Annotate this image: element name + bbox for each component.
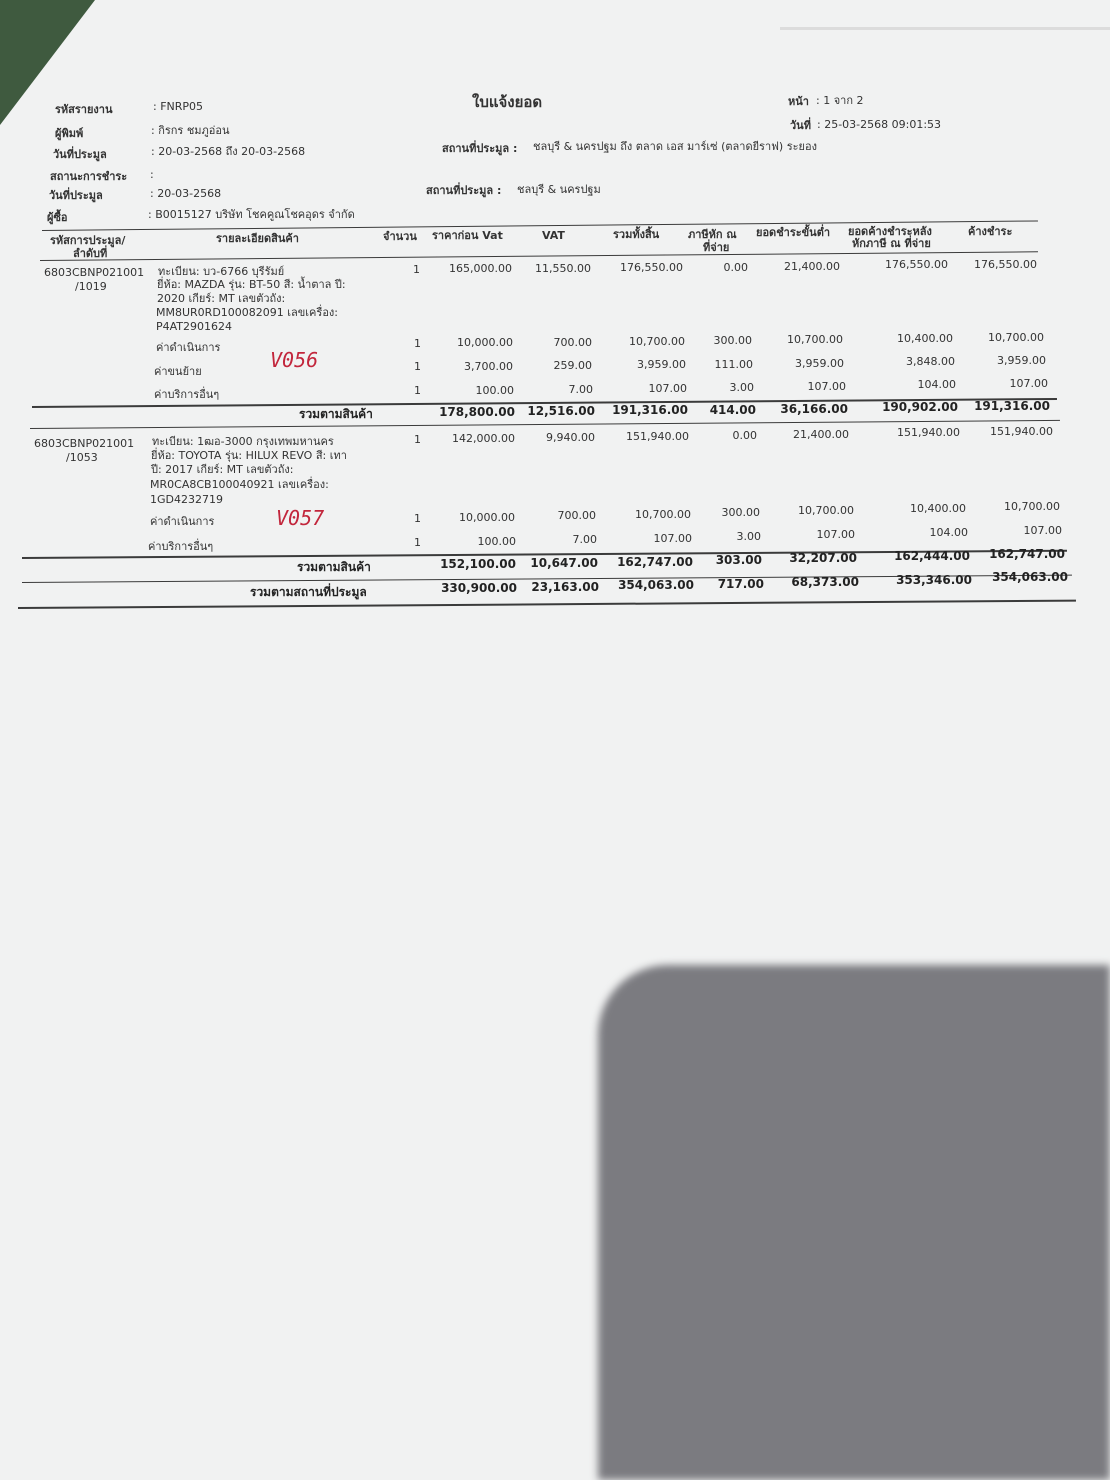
cell-minpay: 21,400.00 xyxy=(784,260,840,273)
item-desc: MR0CA8CB100040921 เลขเครื่อง: xyxy=(150,478,329,491)
cell-total: 191,316.00 xyxy=(612,403,688,417)
cell-vat: 9,940.00 xyxy=(546,431,595,444)
item-desc: ยี่ห้อ: MAZDA รุ่น: BT-50 สี: น้ำตาล ปี: xyxy=(157,278,346,291)
cell-total: 151,940.00 xyxy=(626,430,689,443)
grand-total-vat: 23,163.00 xyxy=(531,580,599,594)
fee-name: ค่าบริการอื่นๆ xyxy=(154,388,220,401)
col-total: รวมทั้งสิ้น xyxy=(613,228,660,241)
grand-total-wht: 717.00 xyxy=(717,577,764,591)
item-desc: P4AT2901624 xyxy=(156,320,233,333)
cell-minpay: 107.00 xyxy=(807,380,846,393)
handwritten-note: V056 xyxy=(270,348,319,372)
cell-wht: 3.00 xyxy=(736,530,761,543)
payment-status-label: สถานะการชำระ xyxy=(50,170,128,183)
item-desc: ทะเบียน: 1ฒอ-3000 กรุงเทพมหานคร xyxy=(152,435,334,448)
cell-total: 176,550.00 xyxy=(620,261,683,274)
cell-vat: 7.00 xyxy=(568,383,593,396)
fee-name: ค่าดำเนินการ xyxy=(156,341,221,354)
cell-wht: 0.00 xyxy=(723,261,748,274)
item-code: 6803CBNP021001 xyxy=(34,437,135,450)
item-seq: /1053 xyxy=(66,451,98,464)
item-code: 6803CBNP021001 xyxy=(44,266,145,279)
item-seq: /1019 xyxy=(75,280,107,293)
cell-price: 142,000.00 xyxy=(452,432,515,445)
cell-price: 10,000.00 xyxy=(457,336,513,349)
cell-vat: 12,516.00 xyxy=(527,404,595,418)
grand-total-owed: 354,063.00 xyxy=(992,570,1068,584)
cell-wht: 414.00 xyxy=(709,403,756,417)
cell-qty: 1 xyxy=(414,384,421,397)
cell-qty: 1 xyxy=(414,512,421,525)
cell-minpay: 10,700.00 xyxy=(798,504,854,517)
cell-owed: 107.00 xyxy=(1023,524,1062,537)
report-code-label: รหัสรายงาน xyxy=(55,103,113,116)
cell-wht: 300.00 xyxy=(713,334,752,347)
page-number: : 1 จาก 2 xyxy=(816,94,864,107)
cell-outstanding: 3,848.00 xyxy=(906,355,955,368)
date-label: วันที่ xyxy=(790,119,811,132)
col-detail: รายละเอียดสินค้า xyxy=(216,232,299,245)
cell-minpay: 21,400.00 xyxy=(793,428,849,441)
grand-total-outstanding: 353,346.00 xyxy=(896,573,972,587)
cell-owed: 162,747.00 xyxy=(989,547,1065,561)
page-label: หน้า xyxy=(788,95,809,108)
subtotal-label: รวมตามสินค้า xyxy=(299,407,373,421)
auction-date-range: : 20-03-2568 ถึง 20-03-2568 xyxy=(151,145,306,158)
col-wht-line2: ที่จ่าย xyxy=(703,241,730,254)
location-label: สถานที่ประมูล : xyxy=(426,184,502,197)
col-vat: VAT xyxy=(542,229,565,242)
cell-vat: 7.00 xyxy=(572,533,597,546)
item-desc: ปี: 2017 เกียร์: MT เลขตัวถัง: xyxy=(151,463,294,476)
cell-minpay: 10,700.00 xyxy=(787,333,843,346)
cell-outstanding: 176,550.00 xyxy=(885,258,948,271)
cell-wht: 0.00 xyxy=(732,429,757,442)
col-minpay: ยอดชำระขั้นต่ำ xyxy=(756,226,831,239)
handwritten-note: V057 xyxy=(276,506,325,530)
location-range: ชลบุรี & นครปฐม ถึง ตลาด เอส มาร์เซ่ (ตลาดยีราฟ) ระยอง xyxy=(533,140,817,153)
item-desc: 1GD4232719 xyxy=(150,493,223,506)
col-owed: ค้างชำระ xyxy=(968,225,1013,238)
report-code: : FNRP05 xyxy=(153,100,204,113)
cell-outstanding: 104.00 xyxy=(929,526,968,539)
cell-wht: 111.00 xyxy=(714,358,753,371)
cell-qty: 1 xyxy=(413,263,420,276)
cell-outstanding: 190,902.00 xyxy=(882,400,958,414)
cell-total: 10,700.00 xyxy=(635,508,691,521)
cell-total: 107.00 xyxy=(648,382,687,395)
cell-wht: 300.00 xyxy=(721,506,760,519)
printer-label: ผู้พิมพ์ xyxy=(55,127,84,140)
cell-vat: 700.00 xyxy=(553,336,592,349)
cell-owed: 10,700.00 xyxy=(1004,500,1060,513)
cell-total: 10,700.00 xyxy=(629,335,685,348)
cell-wht: 3.00 xyxy=(729,381,754,394)
cell-minpay: 3,959.00 xyxy=(795,357,844,370)
cell-price: 152,100.00 xyxy=(440,557,516,571)
location-range-label: สถานที่ประมูล : xyxy=(442,142,518,155)
payment-status: : xyxy=(150,168,154,181)
cell-owed: 107.00 xyxy=(1009,377,1048,390)
grand-total-label: รวมตามสถานที่ประมูล xyxy=(250,585,367,599)
item-desc: ทะเบียน: บว-6766 บุรีรัมย์ xyxy=(158,265,285,278)
col-outstanding-line2: หักภาษี ณ ที่จ่าย xyxy=(852,237,931,250)
fee-name: ค่าดำเนินการ xyxy=(150,515,215,528)
cell-outstanding: 104.00 xyxy=(917,378,956,391)
col-code: รหัสการประมูล/ xyxy=(50,234,126,247)
cell-minpay: 32,207.00 xyxy=(789,551,857,565)
cell-outstanding: 10,400.00 xyxy=(897,332,953,345)
grand-total-price: 330,900.00 xyxy=(441,581,517,595)
col-outstanding: ยอดค้างชำระหลัง xyxy=(848,225,932,238)
cell-price: 100.00 xyxy=(475,384,514,397)
auction-date: : 20-03-2568 xyxy=(150,187,222,200)
cell-total: 3,959.00 xyxy=(637,358,686,371)
col-code-line2: ลำดับที่ xyxy=(73,247,108,260)
item-desc: MM8UR0RD100082091 เลขเครื่อง: xyxy=(156,306,338,319)
auction-date-range-label: วันที่ประมูล xyxy=(53,148,107,161)
cell-owed: 191,316.00 xyxy=(974,399,1050,413)
cell-qty: 1 xyxy=(414,337,421,350)
cell-owed: 151,940.00 xyxy=(990,425,1053,438)
document-title: ใบแจ้งยอด xyxy=(472,93,543,111)
subtotal-label: รวมตามสินค้า xyxy=(297,560,371,574)
location: ชลบุรี & นครปฐม xyxy=(517,183,601,196)
cell-vat: 700.00 xyxy=(557,509,596,522)
cell-price: 10,000.00 xyxy=(459,511,515,524)
cell-price: 3,700.00 xyxy=(464,360,513,373)
cell-qty: 1 xyxy=(414,536,421,549)
cell-minpay: 36,166.00 xyxy=(780,402,848,416)
cell-price: 165,000.00 xyxy=(449,262,512,275)
cell-total: 162,747.00 xyxy=(617,555,693,569)
item-desc: ยี่ห้อ: TOYOTA รุ่น: HILUX REVO สี: เทา xyxy=(151,449,347,462)
grand-total-minpay: 68,373.00 xyxy=(791,575,859,589)
cell-owed: 10,700.00 xyxy=(988,331,1044,344)
cell-price: 100.00 xyxy=(477,535,516,548)
cell-owed: 176,550.00 xyxy=(974,258,1037,271)
grand-total-total: 354,063.00 xyxy=(618,578,694,592)
cell-vat: 11,550.00 xyxy=(535,262,591,275)
col-price: ราคาก่อน Vat xyxy=(432,229,503,242)
cell-qty: 1 xyxy=(414,433,421,446)
printer-name: : กิรกร ชมภูอ่อน xyxy=(151,124,230,137)
buyer-label: ผู้ซื้อ xyxy=(47,211,68,224)
col-wht: ภาษีหัก ณ xyxy=(688,228,737,241)
cell-outstanding: 151,940.00 xyxy=(897,426,960,439)
col-qty: จำนวน xyxy=(383,230,417,243)
auction-date-label: วันที่ประมูล xyxy=(49,189,103,202)
fee-name: ค่าบริการอื่นๆ xyxy=(148,540,214,553)
print-date: : 25-03-2568 09:01:53 xyxy=(817,118,942,131)
cell-vat: 259.00 xyxy=(553,359,592,372)
cell-qty: 1 xyxy=(414,360,421,373)
cell-outstanding: 162,444.00 xyxy=(894,549,970,563)
cell-price: 178,800.00 xyxy=(439,405,515,419)
cell-owed: 3,959.00 xyxy=(997,354,1046,367)
fee-name: ค่าขนย้าย xyxy=(154,365,202,378)
buyer: : B0015127 บริษัท โชคคูณโชคอุดร จำกัด xyxy=(148,208,355,221)
grand-total-rule xyxy=(18,600,1076,609)
cell-wht: 303.00 xyxy=(715,553,762,567)
cell-vat: 10,647.00 xyxy=(530,556,598,570)
cell-outstanding: 10,400.00 xyxy=(910,502,966,515)
item-desc: 2020 เกียร์: MT เลขตัวถัง: xyxy=(157,292,286,305)
cell-total: 107.00 xyxy=(653,532,692,545)
cell-minpay: 107.00 xyxy=(816,528,855,541)
